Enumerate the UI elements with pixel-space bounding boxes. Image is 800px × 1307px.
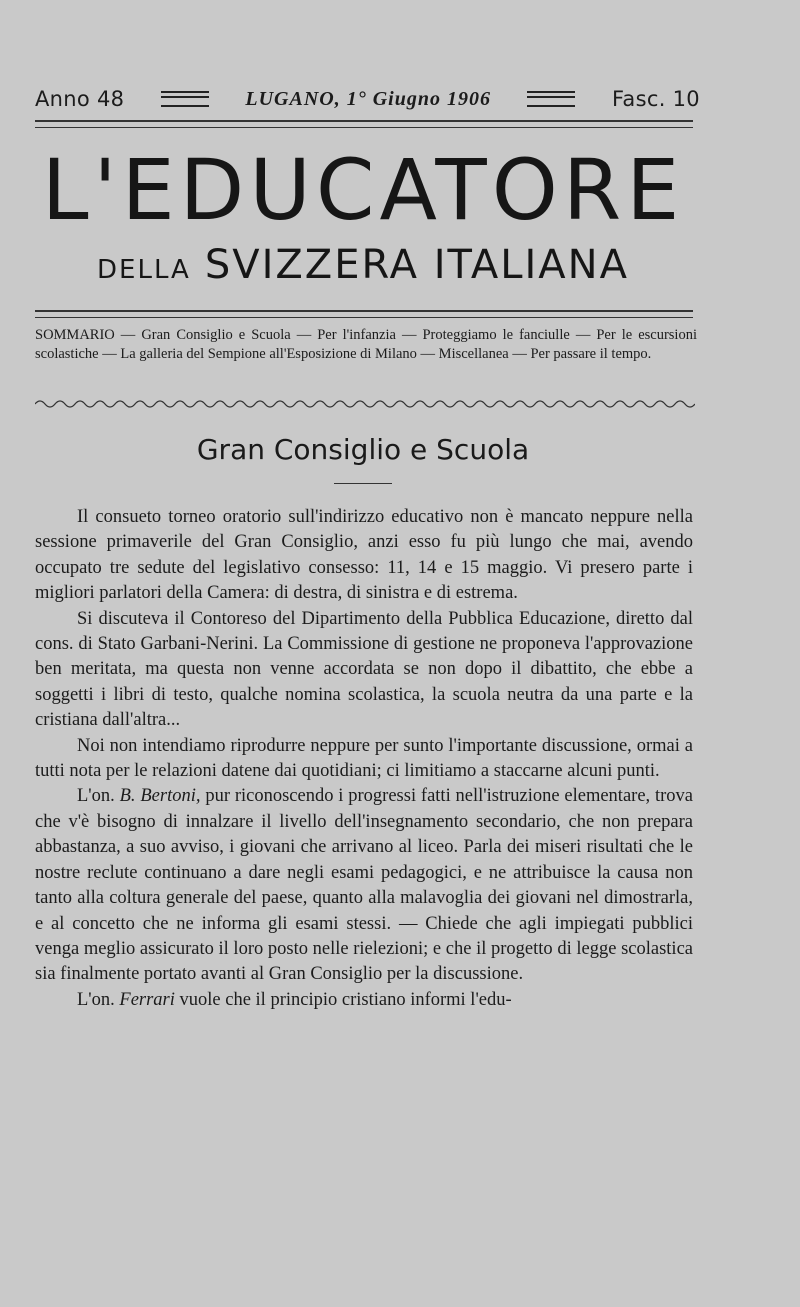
separator-bars: [527, 91, 575, 107]
separator-bars: [161, 91, 209, 107]
article-title: Gran Consiglio e Scuola: [196, 433, 530, 466]
speaker-name: B. Bertoni,: [119, 786, 201, 807]
place-date: LUGANO, 1° Giugno 1906: [245, 87, 491, 110]
paragraph: [35, 784, 693, 987]
masthead-subtitle: [32, 243, 694, 292]
title-rule: [334, 483, 392, 484]
paragraph-text: vuole che il principio cristiano informi l'edu-: [179, 989, 512, 1010]
paragraph: Noi non intendiamo riprodurre neppure per sunto l'importante discussione, ormai a tutti nota per le relazioni datene dai quotidiani; ci limitiamo a staccarne alcuni punti.: [35, 735, 693, 782]
issue-number: Fasc. 10: [611, 87, 700, 111]
wavy-divider: [35, 398, 695, 410]
article-body: [35, 505, 693, 1013]
subtitle-prefix: DELLA: [97, 255, 191, 285]
subtitle-main: SVIZZERA ITALIANA: [204, 242, 629, 288]
issue-header: [35, 82, 700, 116]
masthead-rule: [35, 310, 693, 318]
paragraph-prefix: L'on.: [77, 989, 115, 1010]
speaker-name: Ferrari: [119, 989, 175, 1010]
masthead-title: L'EDUCATORE: [41, 141, 685, 239]
paragraph: Il consueto torneo oratorio sull'indirizzo educativo non è mancato neppure nella sessione primaverile del Gran Consiglio, anzi esso fu più lungo che mai, avendo occupato tre sedute del legislativo consesso: 11, 14 e 15 maggio. Vi presero parte i migliori parlatori della Camera: di destra, di sinistra e di estrema.: [35, 507, 693, 604]
summary-text: SOMMARIO — Gran Consiglio e Scuola — Per l'infanzia — Proteggiamo le fanciulle — Per le escursioni scolastiche — La galleria del Sempione all'Esposizione di Milano — Miscellanea — Per passare il tempo.: [35, 327, 697, 362]
paragraph: Si discuteva il Contoreso del Dipartimento della Pubblica Educazione, diretto dal cons. di Stato Garbani-Nerini. La Commissione di gestione ne proponeva l'approvazione ben meritata, ma questa non venne accordata se non dopo il dibattito, che ebbe a soggetti i libri di testo, qualche nomina scolastica, la scuola neutra da una parte e la cristiana dall'altra...: [35, 608, 693, 731]
paragraph: [35, 988, 693, 1013]
issue-year: Anno 48: [35, 87, 125, 111]
paragraph-text: pur riconoscendo i progressi fatti nell'istruzione elementare, trova che v'è bisogno di innalzare il livello dell'insegnamento secondario, che non prepara abbastanza, a suo avviso, i giovani che arrivano al liceo. Parla dei miseri risultati che le nostre reclute continuano a dare negli esami pedagogici, e ne attribuisce la causa non tanto alla coltura generale del paese, quanto alla malavoglia dei giovani nel dimostrarla, e al concetto che ne informa gli esami stessi. — Chiede che agli impiegati pubblici venga meglio assicurato il loro posto nelle rielezioni; e che il progetto di legge scolastica sia finalmente portato avanti al Gran Consiglio per la discussione.: [35, 786, 694, 985]
paragraph-prefix: L'on.: [77, 786, 115, 807]
header-rule: [35, 120, 693, 128]
